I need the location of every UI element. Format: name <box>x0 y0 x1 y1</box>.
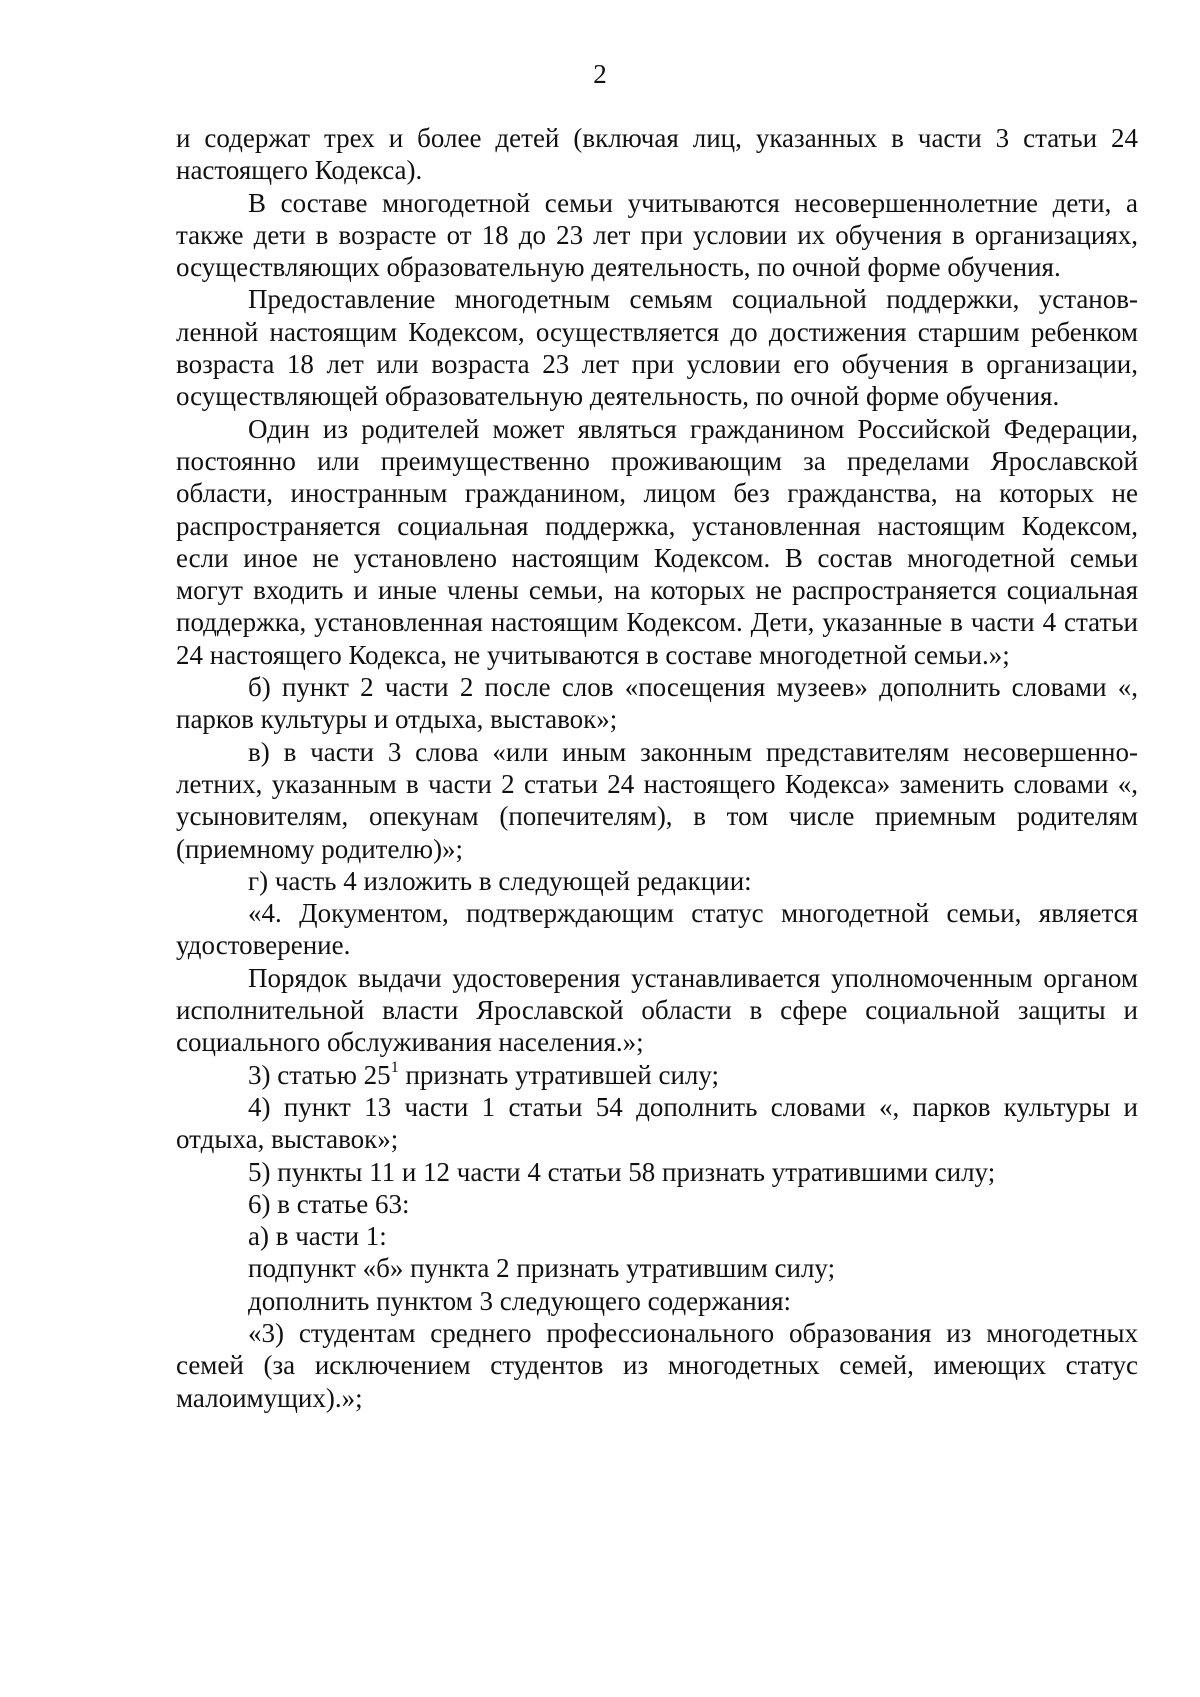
paragraph-item-b: б) пункт 2 части 2 после слов «посещения музеев» дополнить словами «, парков культуры и отдыха, выставок»; <box>176 672 1138 735</box>
item-3-superscript: 1 <box>390 1058 399 1076</box>
paragraph-item-6: 6) в статье 63: <box>248 1188 410 1219</box>
paragraph-item-a: а) в части 1: <box>248 1221 387 1252</box>
paragraph-item-4: 4) пункт 13 части 1 статьи 54 дополнить словами «, парков культуры и отдыха, выставок»; <box>176 1091 1138 1155</box>
paragraph-add-item-3: дополнить пунктом 3 следующего содержания: <box>248 1285 792 1316</box>
paragraph-part-4: «4. Документом, подтверждающим статус многодетной семьи, является удостоверение. <box>176 898 1138 961</box>
page-number: 2 <box>593 59 607 89</box>
paragraph-subitem-b: подпункт «б» пункта 2 признать утратившим силу; <box>248 1253 836 1284</box>
paragraph-certificate-order: Порядок выдачи удостоверения устанавливается уполномоченным органом исполнительной власти Ярославской области в сфере социальной защиты и социального обслуживания населения.»; <box>176 962 1138 1058</box>
paragraph-support-duration: Предоставление многодетным семьям социальной поддержки, установленной настоящим Кодексом, осуществляется до достижения старшим ребенком возраста 18 лет или возраста 23 лет при условии его обучения в организации, осуществляющей образовательную деятельность, по очной форме обучения. <box>176 284 1138 412</box>
item-3-text-end: признать утратившей силу; <box>398 1059 720 1090</box>
item-3-text: 3) статью 25 <box>248 1059 391 1090</box>
paragraph-item-5: 5) пункты 11 и 12 части 4 статьи 58 признать утратившими силу; <box>248 1156 996 1187</box>
document-body <box>176 122 1138 1414</box>
paragraph-item-g: г) часть 4 изложить в следующей редакции: <box>248 865 752 896</box>
paragraph-parent-status: Один из родителей может являться гражданином Российской Федерации, постоянно или преимущественно проживающим за пределами Ярославской области, иностранным гражданином, лицом без гражданства, на которых не распространяется социальная поддержка, установленная настоящим Кодексом, если иное не установлено настоящим Кодексом. В состав многодетной семьи могут входить и иные члены семьи, на которых не распространяется социальная поддержка, установленная настоящим Кодексом. Дети, указанные в части 4 статьи 24 настоящего Кодекса, не учитываются в составе многодетной семьи.»; <box>176 413 1138 670</box>
paragraph-item-v: в) в части 3 слова «или иным законным представителям несовершеннолетних, указанным в части 2 статьи 24 настоящего Кодекса» заменить словами «, усыновителям, опекунам (попечителям), в том числе приемным родителям (приемному родителю)»; <box>176 736 1138 864</box>
paragraph-family-composition: В составе многодетной семьи учитываются несовершеннолетние дети, а также дети в возрасте от 18 до 23 лет при условии их обучения в организациях, осуществляющих образовательную деятельность, по очной форме обучения. <box>176 187 1138 283</box>
paragraph-item-3 <box>176 1059 1138 1091</box>
paragraph-students: «3) студентам среднего профессионального образования из многодетных семей (за исключением студентов из многодетных семей, имеющих статус малоимущих).»; <box>176 1317 1138 1413</box>
paragraph-continuation: и содержат трех и более детей (включая лиц, указанных в части 3 статьи 24 настоящего Кодекса). <box>176 123 1138 186</box>
